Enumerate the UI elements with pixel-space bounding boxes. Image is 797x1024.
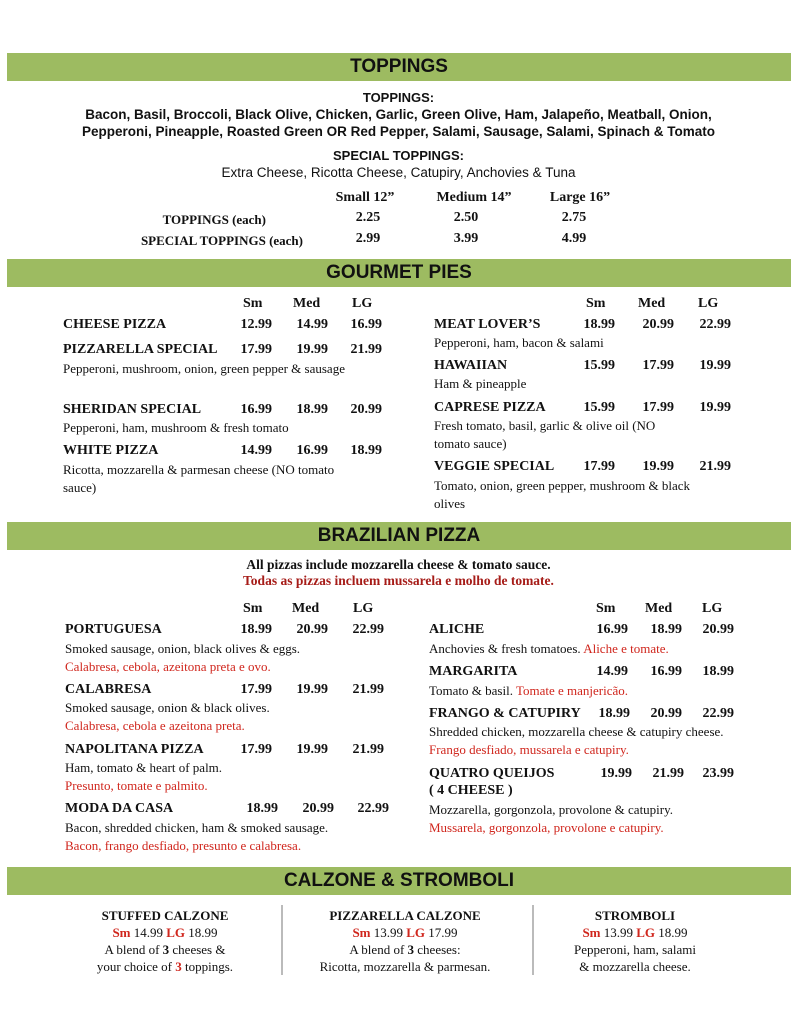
price-sm: 15.99 <box>583 358 615 373</box>
item-name: CHEESE PIZZA <box>63 317 167 332</box>
item-name: PIZZARELLA CALZONE <box>329 908 481 923</box>
brazilian-note-portuguese: Todas as pizzas incluem mussarela e molho de tomate. <box>243 573 554 588</box>
price-sm: 14.99 <box>240 443 272 458</box>
item-description: Ricotta, mozzarella & parmesan cheese (NO tomato sauce) <box>63 462 335 495</box>
description-text: A blend of <box>104 942 163 957</box>
special-toppings-price-small: 2.99 <box>355 231 381 246</box>
special-toppings-price-medium: 3.99 <box>453 231 479 246</box>
price-lg: 18.99 <box>350 443 382 458</box>
price-lg: 18.99 <box>702 664 734 679</box>
item-description: Fresh tomato, basil, garlic & olive oil (NO tomato sauce) <box>434 418 656 451</box>
description-text: toppings. <box>181 959 234 974</box>
size-lg-label: LG <box>166 925 186 940</box>
price-sm: 19.99 <box>600 766 632 781</box>
description-text: Pepperoni, ham, salami <box>573 942 697 957</box>
item-name: QUATRO QUEIJOS <box>429 766 555 781</box>
price-med: 19.99 <box>296 742 328 757</box>
price-sm: 18.99 <box>240 622 272 637</box>
calzone-item <box>540 907 730 975</box>
price-sm: 17.99 <box>240 742 272 757</box>
item-description-portuguese: Mussarela, gorgonzola, provolone e catupiry. <box>429 820 664 835</box>
price-lg: 19.99 <box>699 358 731 373</box>
special-toppings-heading: SPECIAL TOPPINGS: <box>333 148 464 163</box>
item-description: Pepperoni, mushroom, onion, green pepper & sausage <box>63 361 345 376</box>
item-description-portuguese: Frango desfiado, mussarela e catupiry. <box>429 742 629 757</box>
item-description: Smoked sausage, onion, black olives & eggs. <box>65 641 301 656</box>
description-text: your choice of <box>96 959 176 974</box>
price-lg: 21.99 <box>699 459 731 474</box>
price-lg: 23.99 <box>702 766 734 781</box>
item-description: Tomato, onion, green pepper, mushroom & black olives <box>434 478 690 511</box>
price-lg: 22.99 <box>357 801 389 816</box>
price-sm: 12.99 <box>240 317 272 332</box>
item-name: WHITE PIZZA <box>63 443 159 458</box>
size-medium-header: Medium 14” <box>436 190 512 205</box>
toppings-banner: TOPPINGS <box>7 53 791 81</box>
toppings-row-label: TOPPINGS (each) <box>162 212 266 227</box>
price-med: 21.99 <box>652 766 684 781</box>
price-med: 14.99 <box>296 317 328 332</box>
price-med: 20.99 <box>302 801 334 816</box>
description-text: & mozzarella cheese. <box>579 959 691 974</box>
item-description: Ham, tomato & heart of palm. <box>65 760 223 775</box>
brazilian-left-header-sm: Sm <box>243 601 263 616</box>
gourmet-right-header-sm: Sm <box>586 296 606 311</box>
item-description: Pepperoni, ham, bacon & salami <box>434 335 604 350</box>
item-description: Pepperoni, ham, mushroom & fresh tomato <box>63 420 289 435</box>
price-sm: 16.99 <box>240 402 272 417</box>
toppings-price-medium: 2.50 <box>453 210 479 225</box>
item-name: STUFFED CALZONE <box>101 908 229 923</box>
size-sm-label: Sm <box>352 925 371 940</box>
size-lg-label: LG <box>406 925 426 940</box>
price-med: 18.99 <box>650 622 682 637</box>
size-small-header: Small 12” <box>335 190 395 205</box>
item-description-portuguese: Aliche e tomate. <box>583 641 669 656</box>
brazilian-left-header-med: Med <box>292 601 320 616</box>
price-sm: 15.99 <box>583 400 615 415</box>
brazilian-right-header-sm: Sm <box>596 601 616 616</box>
item-description: Tomato & basil. <box>429 683 513 698</box>
gourmet-left-header-med: Med <box>293 296 321 311</box>
price-med: 17.99 <box>642 400 674 415</box>
item-description-portuguese: Bacon, frango desfiado, presunto e calabresa. <box>65 838 302 853</box>
item-name: MARGARITA <box>429 664 518 679</box>
price-lg: 21.99 <box>352 742 384 757</box>
price-sm: 14.99 <box>596 664 628 679</box>
item-name: CAPRESE PIZZA <box>434 400 546 415</box>
item-description-portuguese: Tomate e manjericão. <box>515 683 629 698</box>
brazilian-right-header-lg: LG <box>702 601 723 616</box>
price-lg: 22.99 <box>702 706 734 721</box>
item-description: Bacon, shredded chicken, ham & smoked sausage. <box>65 820 329 835</box>
item-name-subtitle: ( 4 CHEESE ) <box>429 783 513 798</box>
item-name: NAPOLITANA PIZZA <box>65 742 204 757</box>
item-name: STROMBOLI <box>594 908 676 923</box>
price-med: 16.99 <box>296 443 328 458</box>
gourmet-left-header-lg: LG <box>352 296 373 311</box>
column-divider <box>532 905 534 975</box>
item-description-portuguese: Presunto, tomate e palmito. <box>65 778 208 793</box>
item-name: MEAT LOVER’S <box>434 317 541 332</box>
item-name: VEGGIE SPECIAL <box>434 459 555 474</box>
price-sm: 13.99 <box>373 925 403 940</box>
item-name: FRANGO & CATUPIRY <box>429 706 581 721</box>
price-sm: 17.99 <box>240 342 272 357</box>
price-lg: 18.99 <box>188 925 218 940</box>
brazilian-right-header-med: Med <box>645 601 673 616</box>
gourmet-right-header-lg: LG <box>698 296 719 311</box>
calzone-item <box>290 907 520 975</box>
size-sm-label: Sm <box>112 925 131 940</box>
price-lg: 17.99 <box>428 925 458 940</box>
toppings-heading: TOPPINGS: <box>362 90 435 105</box>
price-sm: 18.99 <box>583 317 615 332</box>
item-name: MODA DA CASA <box>65 801 174 816</box>
price-med: 19.99 <box>296 682 328 697</box>
description-text: cheeses: <box>414 942 461 957</box>
price-sm: 13.99 <box>603 925 633 940</box>
price-lg: 22.99 <box>352 622 384 637</box>
price-lg: 19.99 <box>699 400 731 415</box>
gourmet-left-header-sm: Sm <box>243 296 263 311</box>
price-lg: 21.99 <box>350 342 382 357</box>
item-name: CALABRESA <box>65 682 152 697</box>
description-text: A blend of <box>349 942 408 957</box>
price-sm: 18.99 <box>246 801 278 816</box>
description-number: 3 <box>162 942 170 957</box>
price-lg: 20.99 <box>350 402 382 417</box>
special-toppings-row-label: SPECIAL TOPPINGS (each) <box>140 233 303 248</box>
price-lg: 18.99 <box>658 925 688 940</box>
item-name: ALICHE <box>429 622 485 637</box>
price-med: 16.99 <box>650 664 682 679</box>
item-description-portuguese: Calabresa, cebola e azeitona preta. <box>65 718 245 733</box>
brazilian-pizza-banner: BRAZILIAN PIZZA <box>7 522 791 550</box>
description-text: Ricotta, mozzarella & parmesan. <box>319 959 491 974</box>
description-text: cheeses & <box>169 942 226 957</box>
description-number: 3 <box>407 942 415 957</box>
price-sm: 18.99 <box>598 706 630 721</box>
calzone-item <box>60 907 270 975</box>
column-divider <box>281 905 283 975</box>
price-lg: 21.99 <box>352 682 384 697</box>
toppings-line-2: Pepperoni, Pineapple, Roasted Green OR Red Pepper, Salami, Sausage, Salami, Spinach & Tomato <box>82 124 715 139</box>
item-description-portuguese: Calabresa, cebola, azeitona preta e ovo. <box>65 659 271 674</box>
special-toppings-price-large: 4.99 <box>561 231 587 246</box>
price-med: 19.99 <box>642 459 674 474</box>
item-name: SHERIDAN SPECIAL <box>63 402 202 417</box>
item-description: Anchovies & fresh tomatoes. <box>429 641 581 656</box>
gourmet-pies-banner: GOURMET PIES <box>7 259 791 287</box>
price-lg: 20.99 <box>702 622 734 637</box>
price-med: 17.99 <box>642 358 674 373</box>
item-description: Smoked sausage, onion & black olives. <box>65 700 270 715</box>
item-name: PIZZARELLA SPECIAL <box>63 342 218 357</box>
price-med: 20.99 <box>650 706 682 721</box>
size-sm-label: Sm <box>582 925 601 940</box>
item-name: HAWAIIAN <box>434 358 508 373</box>
price-med: 19.99 <box>296 342 328 357</box>
calzone-stromboli-banner: CALZONE & STROMBOLI <box>7 867 791 895</box>
size-lg-label: LG <box>636 925 656 940</box>
price-lg: 22.99 <box>699 317 731 332</box>
toppings-price-large: 2.75 <box>561 210 587 225</box>
price-lg: 16.99 <box>350 317 382 332</box>
brazilian-note-english: All pizzas include mozzarella cheese & tomato sauce. <box>246 557 551 572</box>
price-med: 20.99 <box>296 622 328 637</box>
item-description: Shredded chicken, mozzarella cheese & catupiry cheese. <box>429 724 724 739</box>
description-number: 3 <box>175 959 182 974</box>
price-sm: 16.99 <box>596 622 628 637</box>
price-med: 20.99 <box>642 317 674 332</box>
brazilian-left-header-lg: LG <box>353 601 374 616</box>
special-toppings-line: Extra Cheese, Ricotta Cheese, Catupiry, Anchovies & Tuna <box>221 165 576 180</box>
price-med: 18.99 <box>296 402 328 417</box>
gourmet-right-header-med: Med <box>638 296 666 311</box>
item-name: PORTUGUESA <box>65 622 162 637</box>
toppings-line-1: Bacon, Basil, Broccoli, Black Olive, Chicken, Garlic, Green Olive, Ham, Jalapeño, Meatball, Onion, <box>85 107 712 122</box>
price-sm: 17.99 <box>583 459 615 474</box>
size-large-header: Large 16” <box>549 190 611 205</box>
item-description: Ham & pineapple <box>434 376 527 391</box>
price-sm: 14.99 <box>133 925 163 940</box>
item-description: Mozzarella, gorgonzola, provolone & catupiry. <box>429 802 674 817</box>
toppings-price-small: 2.25 <box>355 210 381 225</box>
price-sm: 17.99 <box>240 682 272 697</box>
